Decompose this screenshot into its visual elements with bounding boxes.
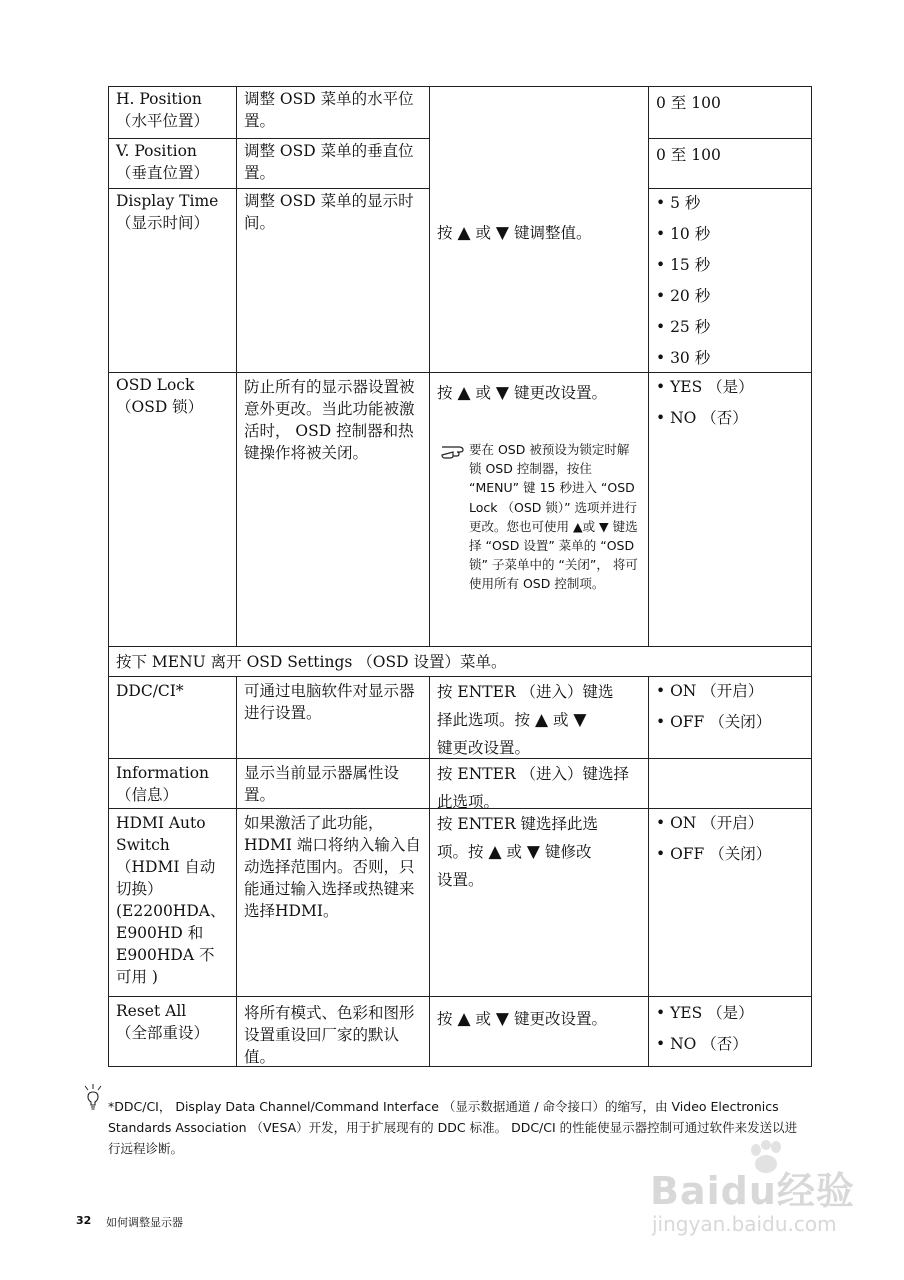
option-item: • 25 秒 bbox=[656, 318, 711, 336]
option-item: • YES （是） bbox=[656, 378, 754, 396]
up-arrow-icon: ▲ bbox=[457, 1009, 471, 1029]
reset-all-desc: 将所有模式、色彩和图形设置重设回厂家的默认值。 bbox=[244, 1004, 415, 1066]
option-item: • ON （开启） bbox=[656, 814, 764, 832]
information-operation: 按 ENTER （进入）键选择此选项。 bbox=[437, 765, 630, 811]
option-item: • OFF （关闭） bbox=[656, 845, 772, 863]
up-arrow-icon: ▲ bbox=[534, 710, 549, 730]
down-arrow-icon: ▼ bbox=[526, 842, 540, 862]
h-position-range: 0 至 100 bbox=[656, 94, 721, 112]
up-arrow-icon: ▲ bbox=[457, 383, 471, 403]
table-border-bottom bbox=[108, 1066, 812, 1067]
option-item: • 5 秒 bbox=[656, 194, 701, 212]
ddc-operation: 按 ENTER （进入）键选 择此选项。按 ▲ 或 ▼ 键更改设置。 bbox=[437, 683, 614, 757]
reset-all-operation: 按 ▲ 或 ▼ 键更改设置。 bbox=[437, 1009, 607, 1029]
display-time-options bbox=[648, 190, 812, 378]
row-divider bbox=[108, 646, 812, 647]
osd-lock-options bbox=[648, 374, 812, 438]
hdmi-operation: 按 ENTER 键选择此选 项。按 ▲ 或 ▼ 键修改 设置。 bbox=[437, 815, 599, 889]
menu-exit-row: 按下 MENU 离开 OSD Settings （OSD 设置）菜单。 bbox=[116, 653, 507, 671]
reset-all-options bbox=[648, 1000, 812, 1064]
ddc-desc: 可通过电脑软件对显示器进行设置。 bbox=[244, 682, 415, 722]
watermark-url: jingyan.baidu.com bbox=[652, 1212, 837, 1236]
h-position-desc: 调整 OSD 菜单的水平位置。 bbox=[244, 90, 414, 130]
down-arrow-icon: ▼ bbox=[495, 383, 509, 403]
settings-table bbox=[108, 86, 812, 1067]
osd-lock-name: OSD Lock （OSD 锁） bbox=[116, 376, 204, 416]
option-item: • NO （否） bbox=[656, 409, 748, 427]
information-name: Information （信息） bbox=[116, 764, 210, 804]
option-item: • YES （是） bbox=[656, 1004, 754, 1022]
down-arrow-icon: ▼ bbox=[495, 1009, 509, 1029]
baidu-watermark bbox=[650, 1140, 870, 1250]
up-arrow-icon: ▲ bbox=[457, 223, 471, 243]
osd-lock-operation: 按 ▲ 或 ▼ 键更改设置。 bbox=[437, 383, 607, 403]
down-arrow-icon: ▼ bbox=[573, 710, 587, 730]
display-time-desc: 调整 OSD 菜单的显示时间。 bbox=[244, 192, 414, 232]
hdmi-options bbox=[648, 810, 812, 874]
option-item: • OFF （关闭） bbox=[656, 713, 772, 731]
v-position-name: V. Position （垂直位置） bbox=[116, 142, 210, 182]
row-divider bbox=[648, 138, 812, 139]
hdmi-desc: 如果激活了此功能，HDMI 端口将纳入输入自动选择范围内。否则，只能通过输入选择或热键来选择HDMI。 bbox=[244, 814, 421, 920]
option-item: • NO （否） bbox=[656, 1035, 748, 1053]
shared-operation: 按 ▲ 或 ▼ 键调整值。 bbox=[437, 223, 592, 243]
lightbulb-icon bbox=[82, 1084, 104, 1112]
option-item: • 30 秒 bbox=[656, 349, 711, 367]
h-position-name: H. Position （水平位置） bbox=[116, 90, 210, 130]
ddc-options bbox=[648, 678, 812, 742]
osd-lock-desc: 防止所有的显示器设置被意外更改。当此功能被激活时， OSD 控制器和热键操作将被关闭。 bbox=[244, 378, 415, 462]
page-section-title: 如何调整显示器 bbox=[106, 1216, 183, 1229]
reset-all-name: Reset All （全部重设） bbox=[116, 1002, 210, 1042]
ddc-footnote: *DDC/CI， Display Data Channel/Command Interface （显示数据通道 / 命令接口）的缩写，由 Video Electronics Standards Association （VESA）开发，用于扩展现有的 DDC 标准。 DDC/CI 的性能使显示器控制可通过软件来发送以进行远程诊断。 bbox=[108, 1099, 798, 1156]
display-time-name: Display Time （显示时间） bbox=[116, 192, 219, 232]
column-divider bbox=[429, 86, 430, 646]
row-divider bbox=[108, 996, 812, 997]
row-divider bbox=[648, 188, 812, 189]
information-desc: 显示当前显示器属性设置。 bbox=[244, 764, 400, 804]
v-position-desc: 调整 OSD 菜单的垂直位置。 bbox=[244, 142, 414, 182]
option-item: • 20 秒 bbox=[656, 287, 711, 305]
ddc-name: DDC/CI* bbox=[116, 682, 184, 700]
watermark-logo: Baidu经验 bbox=[650, 1169, 855, 1213]
hdmi-name: HDMI Auto Switch （HDMI 自动 切换） (E2200HDA、 E900HD 和 E900HDA 不 可用 ) bbox=[116, 814, 226, 986]
option-item: • 15 秒 bbox=[656, 256, 711, 274]
osd-lock-note: 要在 OSD 被预设为锁定时解锁 OSD 控制器，按住 “MENU” 键 15 秒进入 “OSD Lock （OSD 锁）” 选项并进行更改。您也可使用 ▲或 ▼ 键选择 “OSD 设置” 菜单的 “OSD 锁” 子菜单中的 “关闭”， 将可使用所有 OSD 控制项。 bbox=[469, 442, 638, 592]
up-arrow-icon: ▲ bbox=[488, 842, 502, 862]
option-item: • 10 秒 bbox=[656, 225, 711, 243]
down-arrow-icon: ▼ bbox=[495, 223, 509, 243]
page-number: 32 bbox=[76, 1214, 92, 1227]
option-item: • ON （开启） bbox=[656, 682, 764, 700]
v-position-range: 0 至 100 bbox=[656, 146, 721, 164]
pointing-hand-icon bbox=[441, 443, 471, 459]
